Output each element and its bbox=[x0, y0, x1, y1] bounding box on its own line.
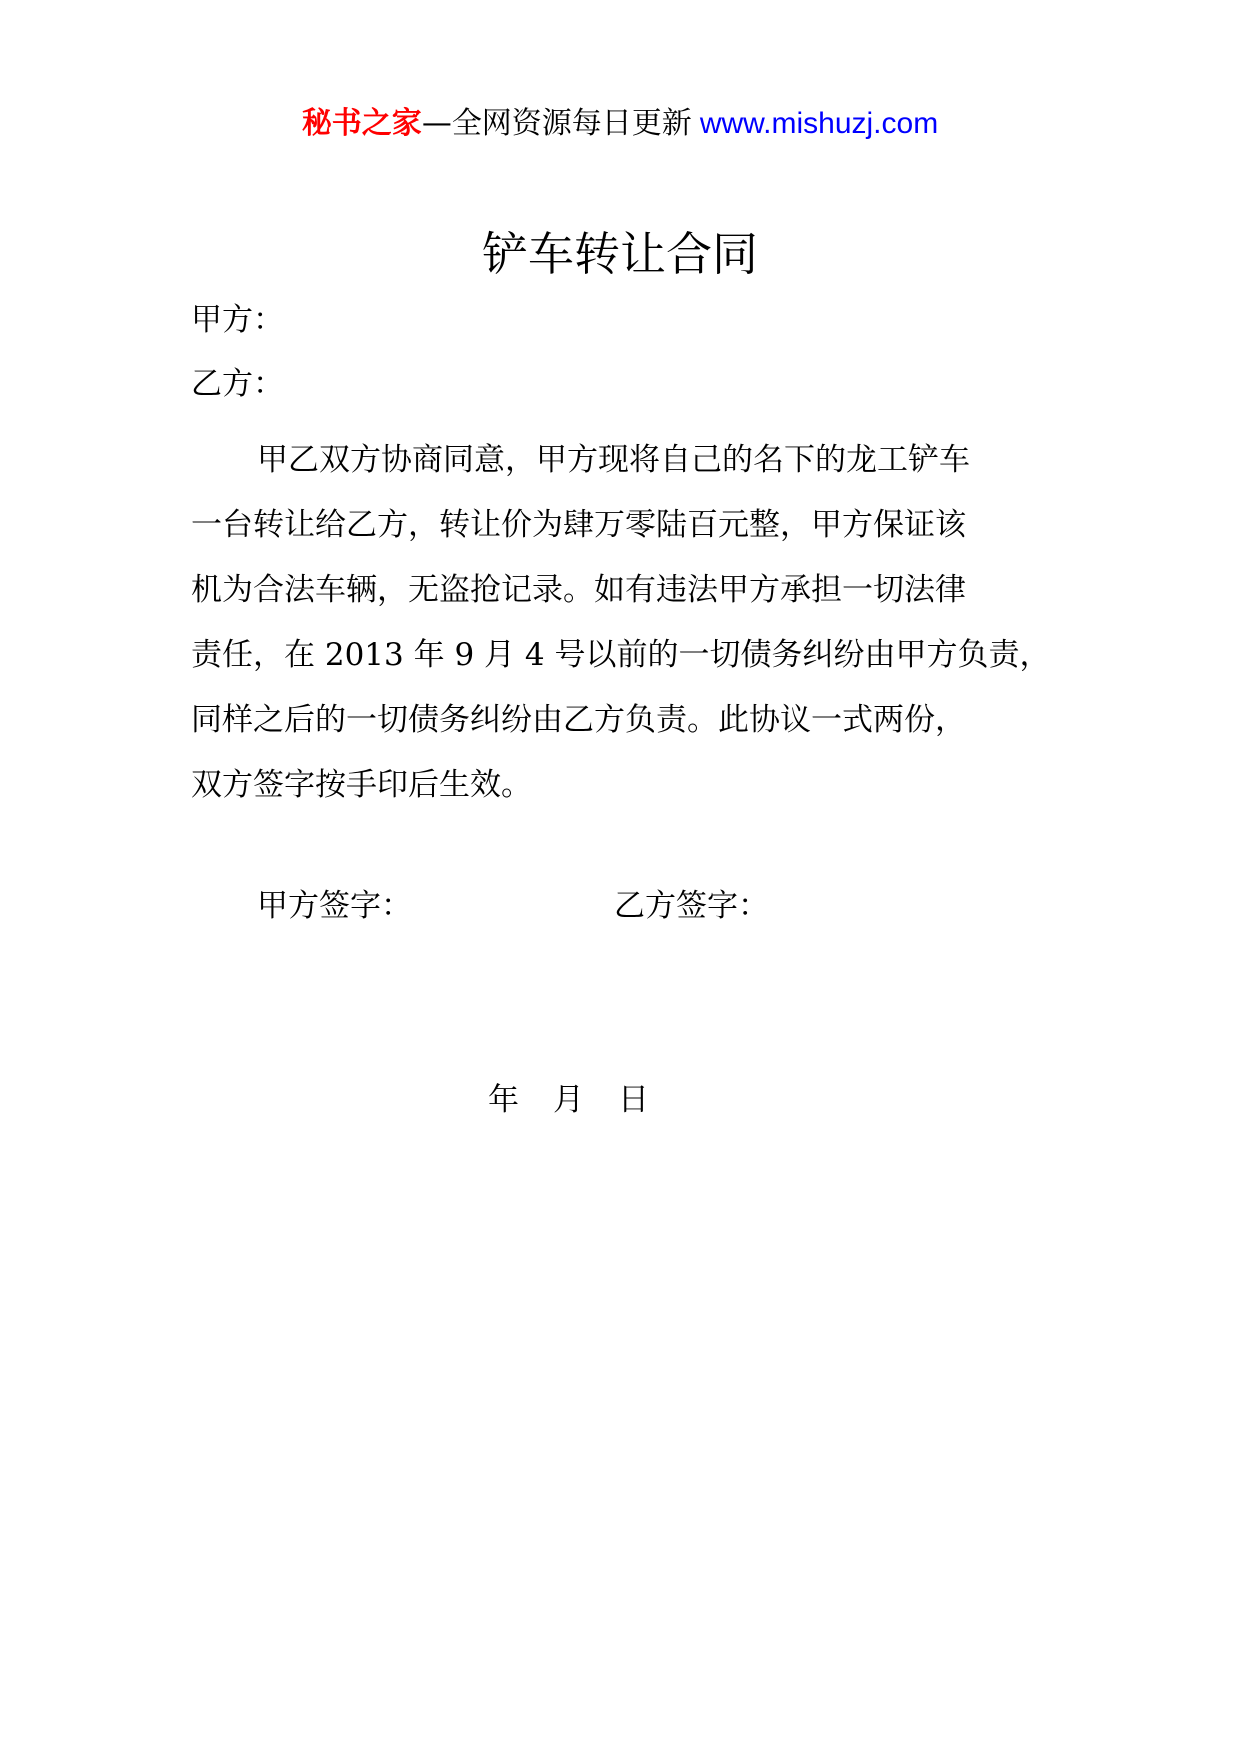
body-line: 责任，在 2013 年 9 月 4 号以前的一切债务纠纷由甲方负责， bbox=[191, 637, 1051, 673]
header-banner bbox=[0, 102, 1240, 146]
date-month-label: 月 bbox=[553, 1082, 584, 1118]
party-a-label: 甲方： bbox=[191, 302, 284, 338]
party-a-signature-label: 甲方签字： bbox=[257, 888, 412, 924]
body-line: 甲乙双方协商同意，甲方现将自己的名下的龙工铲车 bbox=[257, 442, 970, 478]
date-day-label: 日 bbox=[618, 1082, 649, 1118]
date-year-label: 年 bbox=[488, 1082, 519, 1118]
brand-name: 秘书之家 bbox=[301, 106, 422, 141]
party-b-signature-label: 乙方签字： bbox=[614, 888, 769, 924]
header-tagline: —全网资源每日更新 bbox=[421, 106, 692, 141]
contract-body bbox=[191, 428, 1091, 818]
body-line: 机为合法车辆，无盗抢记录。如有违法甲方承担一切法律 bbox=[191, 572, 966, 608]
body-line: 双方签字按手印后生效。 bbox=[191, 767, 532, 803]
body-line: 一台转让给乙方，转让价为肆万零陆百元整，甲方保证该 bbox=[191, 507, 966, 543]
document-title: 铲车转让合同 bbox=[482, 227, 758, 281]
party-b-label: 乙方： bbox=[191, 366, 284, 402]
date-line bbox=[488, 1078, 649, 1122]
site-url[interactable]: www.mishuzj.com bbox=[699, 107, 939, 140]
body-line: 同样之后的一切债务纠纷由乙方负责。此协议一式两份， bbox=[191, 702, 966, 738]
